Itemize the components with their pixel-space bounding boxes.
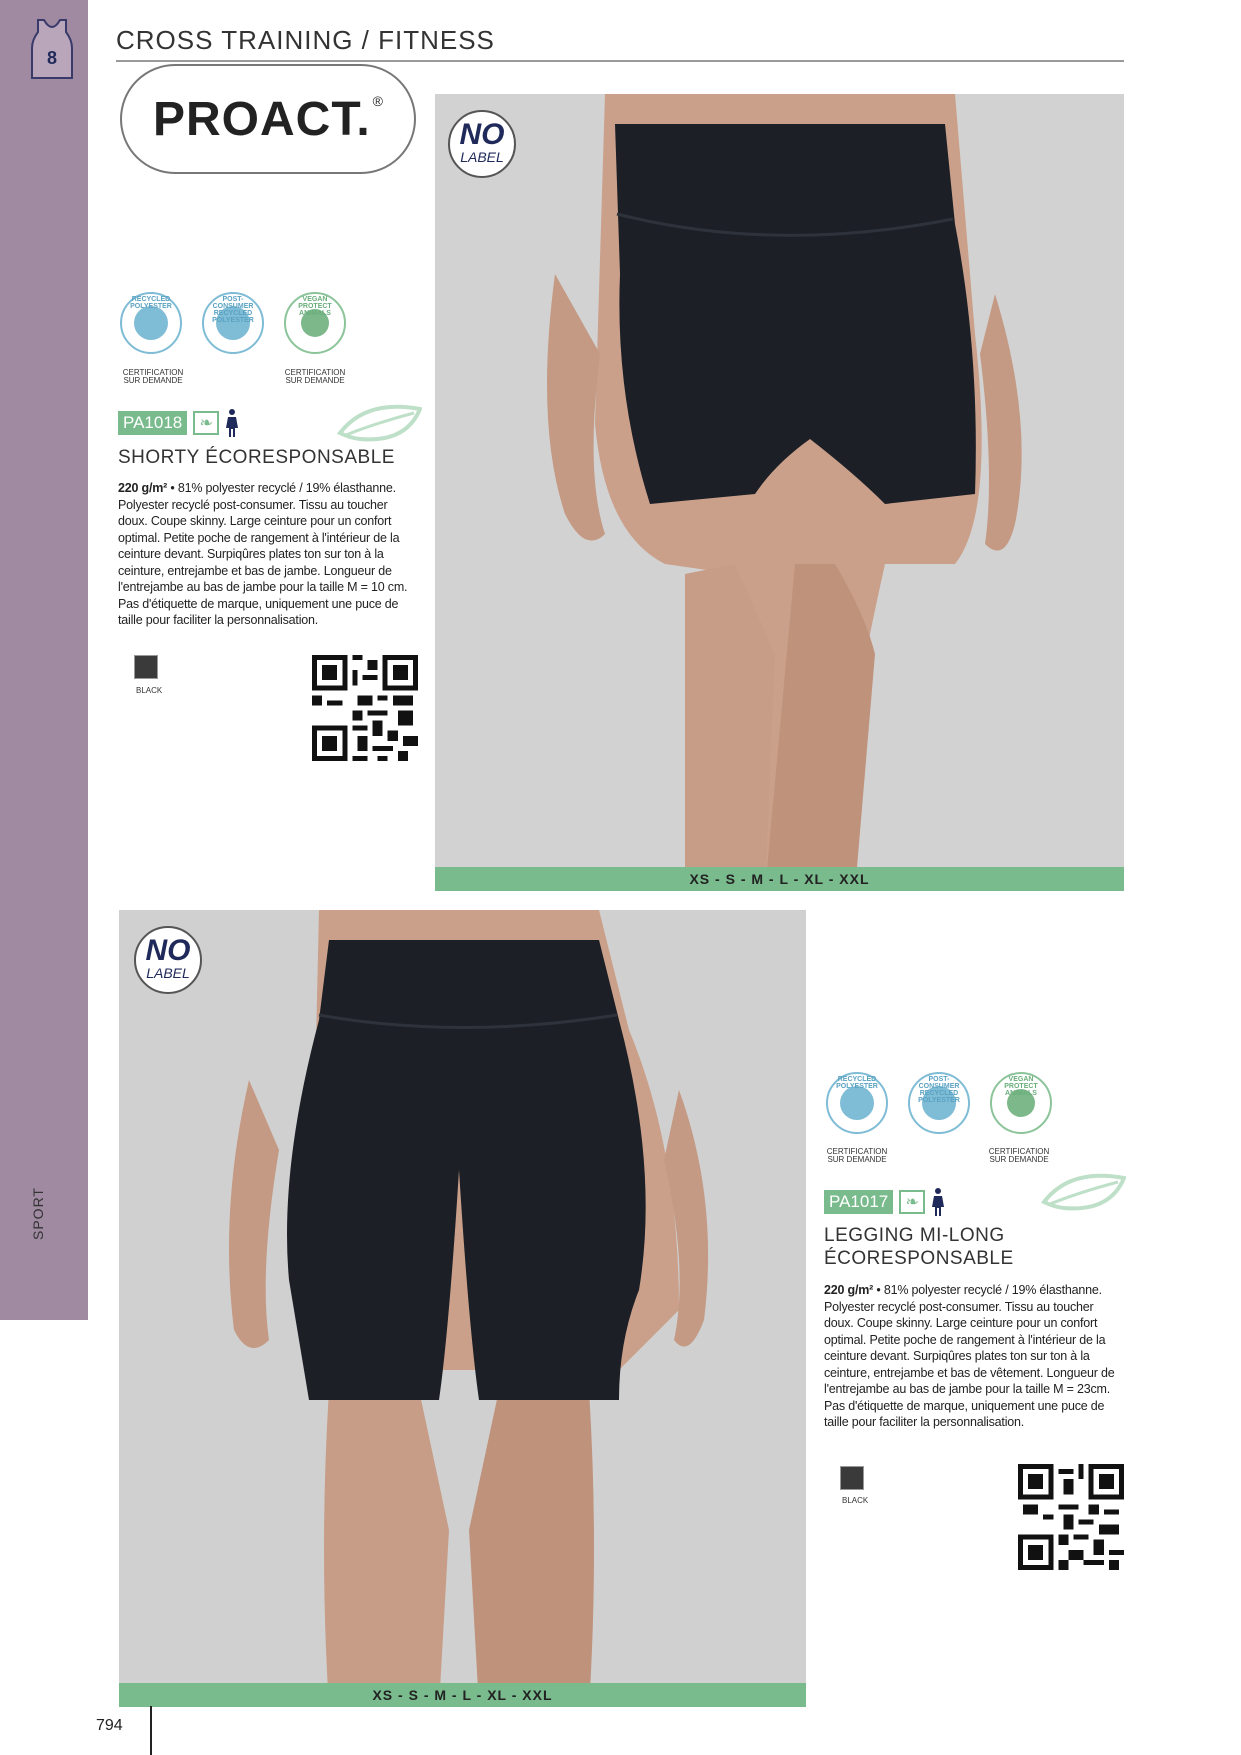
certification-note: CERTIFICATION SUR DEMANDE [122, 368, 184, 385]
color-swatch-black[interactable] [134, 655, 158, 679]
tank-top-icon [30, 18, 74, 80]
label-text: LABEL [460, 149, 504, 165]
post-consumer-icon [202, 292, 264, 354]
description-text: • 81% polyester recyclé / 19% élasthanne. Polyester recyclé post-consumer. Tissu au toucher doux. Coupe skinny. Large ceinture pour un confort optimal. Petite poche de rangement à l'intérieur de la ceinture devant. Surpiqûres plates ton sur ton à la ceinture, entrejambe et bas de jambe. Longueur de l'entrejambe au bas de jambe pour la taille M = 10 cm. Pas d'étiquette de marque, uniquement une puce de taille pour faciliter la personnalisation. [118, 481, 408, 627]
badge-text: POST-CONSUMER RECYCLED POLYESTER [212, 296, 254, 324]
badge-text: RECYCLED POLYESTER [130, 296, 172, 310]
recycled-polyester-icon [120, 292, 182, 354]
color-label: BLACK [842, 1496, 869, 1505]
size-range-bar: XS - S - M - L - XL - XXL [119, 1683, 806, 1707]
color-label: BLACK [136, 686, 163, 695]
qr-code[interactable] [312, 655, 418, 761]
fabric-weight: 220 g/m² [118, 481, 168, 495]
certification-note: CERTIFICATION SUR DEMANDE [826, 1147, 888, 1164]
vegan-icon [284, 292, 346, 354]
section-label: SPORT [30, 1187, 46, 1240]
page-number: 794 [96, 1717, 123, 1734]
shorty-model-illustration [435, 94, 1124, 891]
woman-icon [225, 408, 239, 438]
product-ref-row [824, 1187, 945, 1217]
legging-model-illustration [119, 910, 806, 1707]
no-label-text: NO [459, 118, 505, 151]
product-name-line1: LEGGING MI-LONG [824, 1225, 1005, 1246]
eco-leaf-icon: ❧ [899, 1190, 925, 1214]
header-divider [116, 60, 1124, 62]
badge-text: VEGAN PROTECT ANIMALS [1004, 1076, 1038, 1097]
product-photo-legging [119, 910, 806, 1707]
certification-note: CERTIFICATION SUR DEMANDE [284, 368, 346, 385]
product-name-line2: ÉCORESPONSABLE [824, 1248, 1014, 1269]
product-name: SHORTY ÉCORESPONSABLE [118, 447, 395, 468]
vegan-icon [990, 1072, 1052, 1134]
eco-leaf-icon: ❧ [193, 411, 219, 435]
product-ref-row [118, 408, 239, 438]
post-consumer-icon [908, 1072, 970, 1134]
qr-code[interactable] [1018, 1464, 1124, 1570]
recycled-polyester-icon [826, 1072, 888, 1134]
fabric-weight: 220 g/m² [824, 1283, 874, 1297]
svg-text:8: 8 [46, 48, 58, 68]
page-number-divider [150, 1706, 152, 1755]
registered-mark: ® [372, 93, 383, 109]
certification-note: CERTIFICATION SUR DEMANDE [988, 1147, 1050, 1164]
no-label-badge [134, 926, 202, 994]
eco-leaf-decoration [336, 403, 422, 447]
no-label-badge [448, 110, 516, 178]
no-label-text: NO [145, 934, 191, 967]
woman-icon [931, 1187, 945, 1217]
color-swatch-black[interactable] [840, 1466, 864, 1490]
size-range-bar: XS - S - M - L - XL - XXL [435, 867, 1124, 891]
label-text: LABEL [146, 965, 190, 981]
product-ref: PA1018 [118, 411, 187, 435]
product-photo-shorty [435, 94, 1124, 891]
description-text: • 81% polyester recyclé / 19% élasthanne. Polyester recyclé post-consumer. Tissu au toucher doux. Coupe skinny. Large ceinture pour un confort optimal. Petite poche de rangement à l'intérieur de la ceinture devant. Surpiqûres plates ton sur ton à la ceinture, entrejambe et bas de vêtement. Longueur de l'entrejambe au bas de jambe pour la taille M = 23cm. Pas d'étiquette de marque, uniquement une puce de taille pour faciliter la personnalisation. [824, 1283, 1115, 1429]
product-ref: PA1017 [824, 1190, 893, 1214]
eco-badges [826, 1072, 1052, 1134]
brand-logo [120, 64, 416, 174]
chapter-band [0, 0, 88, 1320]
eco-leaf-decoration [1040, 1172, 1126, 1216]
page-title: CROSS TRAINING / FITNESS [116, 25, 495, 55]
product-description [824, 1282, 1126, 1431]
badge-text: RECYCLED POLYESTER [836, 1076, 878, 1090]
product-description [118, 480, 420, 629]
badge-text: POST-CONSUMER RECYCLED POLYESTER [918, 1076, 960, 1104]
badge-text: VEGAN PROTECT ANIMALS [298, 296, 332, 317]
product-name [824, 1224, 1014, 1270]
eco-badges [120, 292, 346, 354]
brand-name: PROACT. [152, 92, 371, 146]
